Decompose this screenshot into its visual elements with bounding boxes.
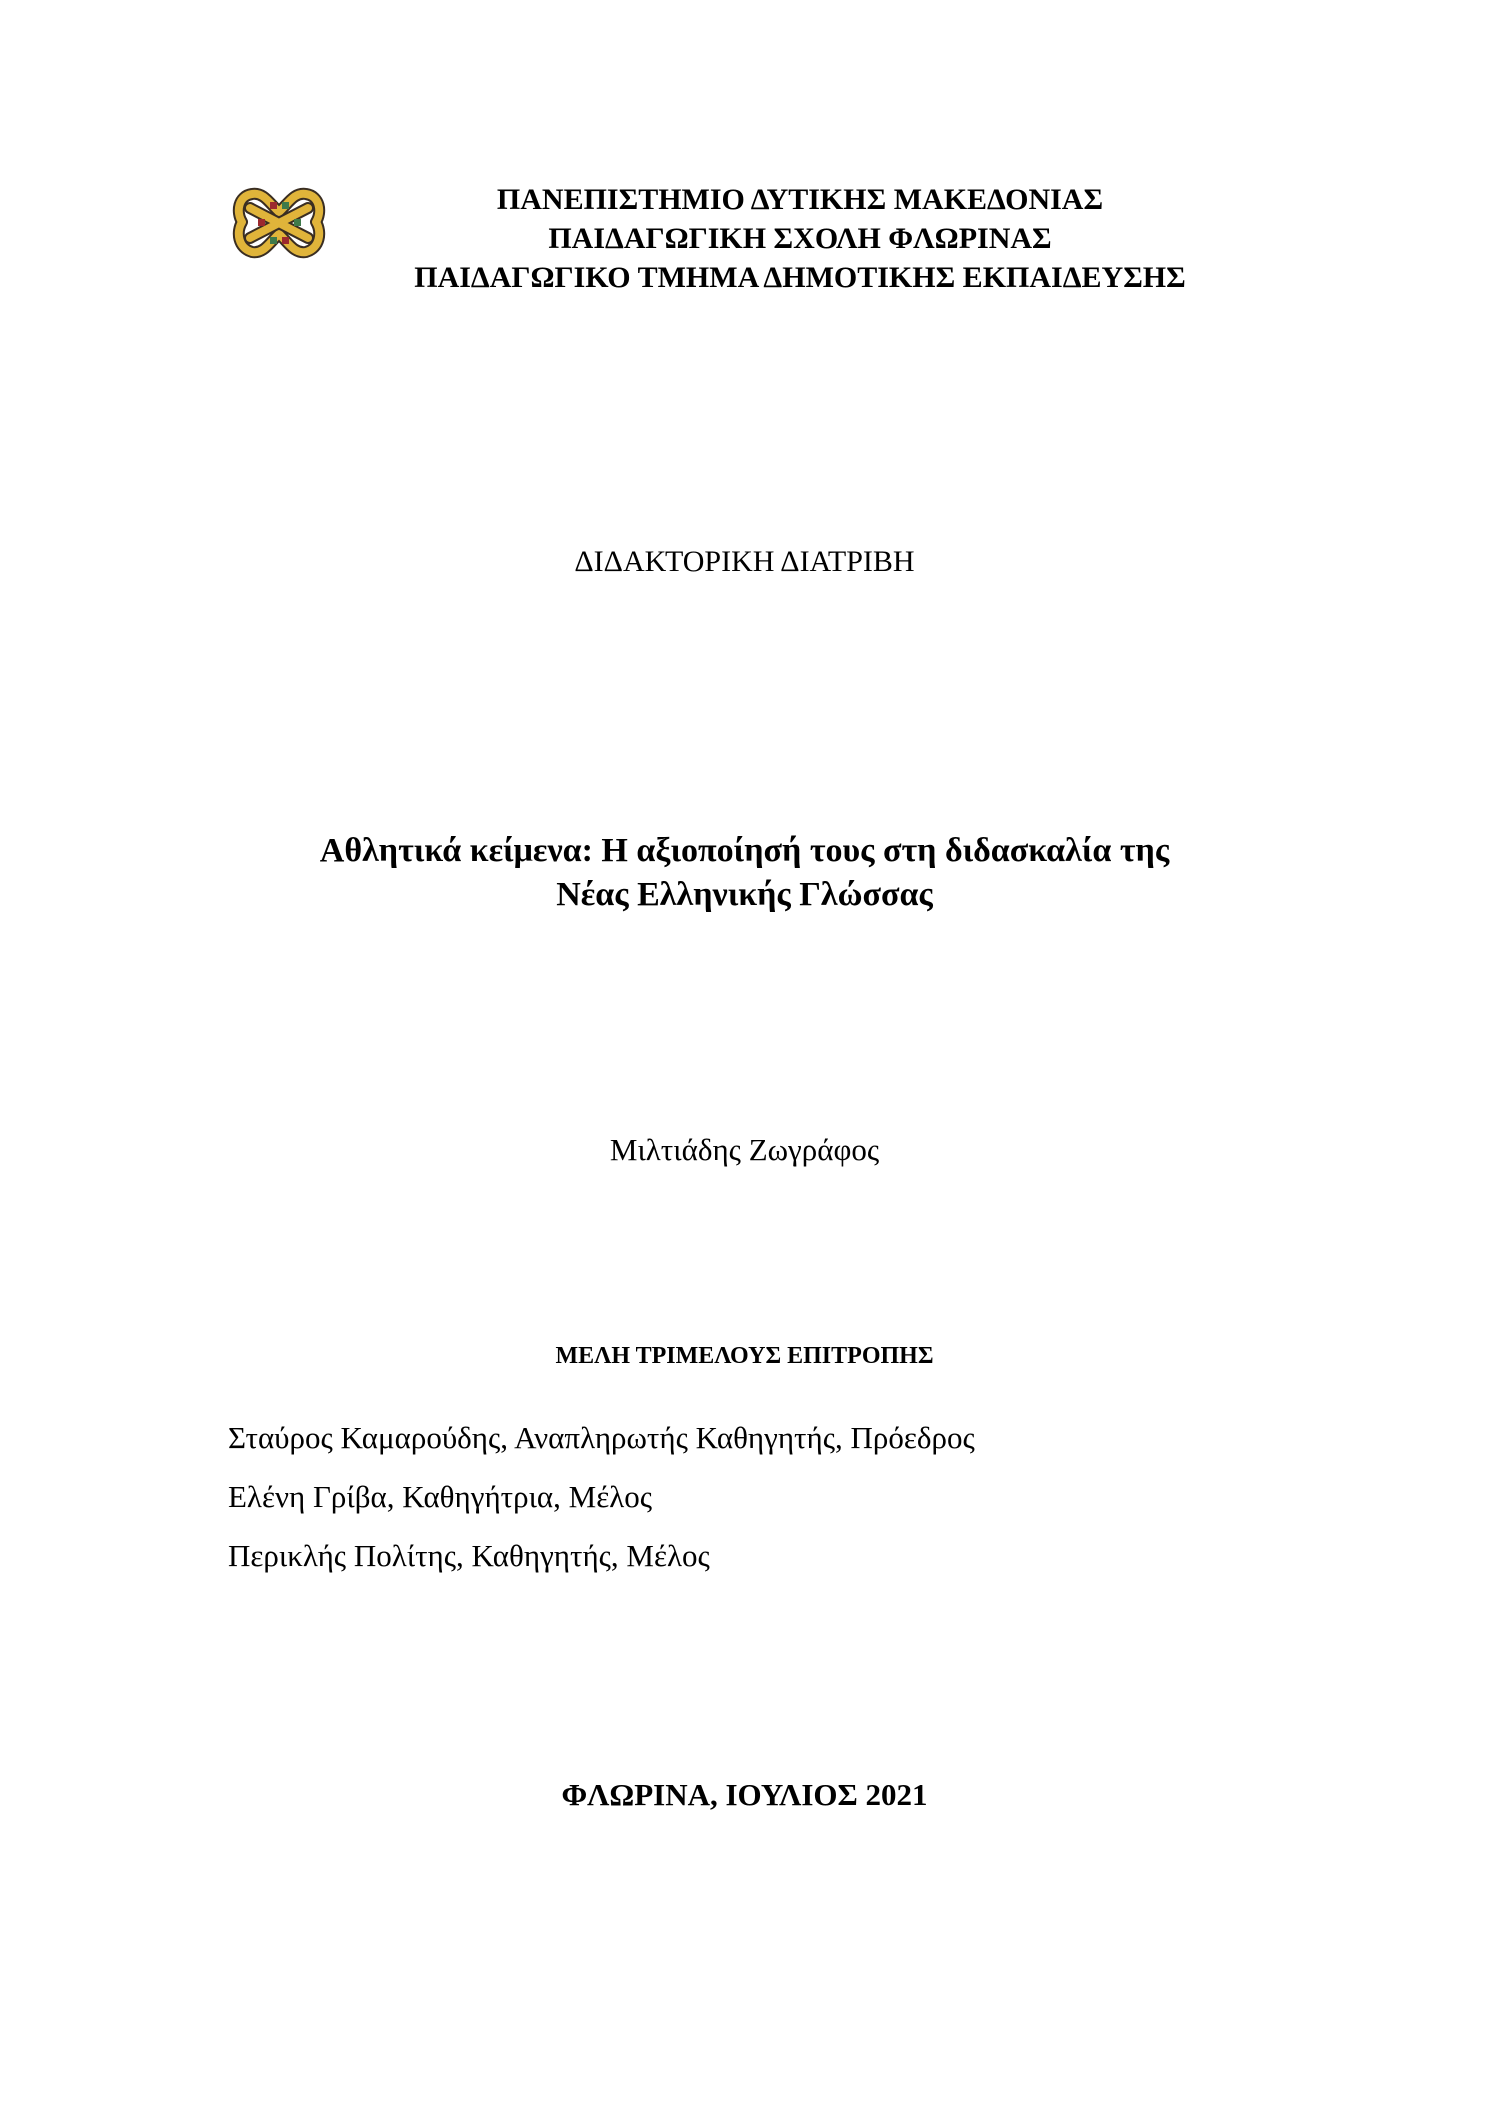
department-name: ΠΑΙΔΑΓΩΓΙΚΟ ΤΜΗΜΑ ΔΗΜΟΤΙΚΗΣ ΕΚΠΑΙΔΕΥΣΗΣ	[414, 261, 1186, 294]
university-logo-icon	[232, 182, 326, 264]
institution-header	[330, 180, 1270, 297]
committee-member: Σταύρος Καμαρούδης, Αναπληρωτής Καθηγητής, Πρόεδρος	[228, 1420, 975, 1455]
thesis-title-line-2: Νέας Ελληνικής Γλώσσας	[556, 876, 933, 913]
university-name: ΠΑΝΕΠΙΣΤΗΜΙΟ ΔΥΤΙΚΗΣ ΜΑΚΕΔΟΝΙΑΣ	[496, 183, 1104, 216]
author-name: Μιλτιάδης Ζωγράφος	[609, 1132, 880, 1167]
school-name: ΠΑΙΔΑΓΩΓΙΚΗ ΣΧΟΛΗ ΦΛΩΡΙΝΑΣ	[548, 222, 1052, 255]
thesis-title-line-1: Αθλητικά κείμενα: Η αξιοποίησή τους στη διδασκαλία της	[319, 832, 1170, 869]
document-type: ΔΙΔΑΚΤΟΡΙΚΗ ΔΙΑΤΡΙΒΗ	[574, 545, 915, 578]
committee-heading: ΜΕΛΗ ΤΡΙΜΕΛΟΥΣ ΕΠΙΤΡΟΠΗΣ	[555, 1343, 934, 1369]
thesis-title	[0, 829, 1489, 917]
place-and-date: ΦΛΩΡΙΝΑ, ΙΟΥΛΙΟΣ 2021	[561, 1777, 928, 1812]
committee-member: Ελένη Γρίβα, Καθηγήτρια, Μέλος	[228, 1479, 653, 1514]
committee-member: Περικλής Πολίτης, Καθηγητής, Μέλος	[228, 1538, 710, 1573]
committee-list	[228, 1408, 975, 1585]
